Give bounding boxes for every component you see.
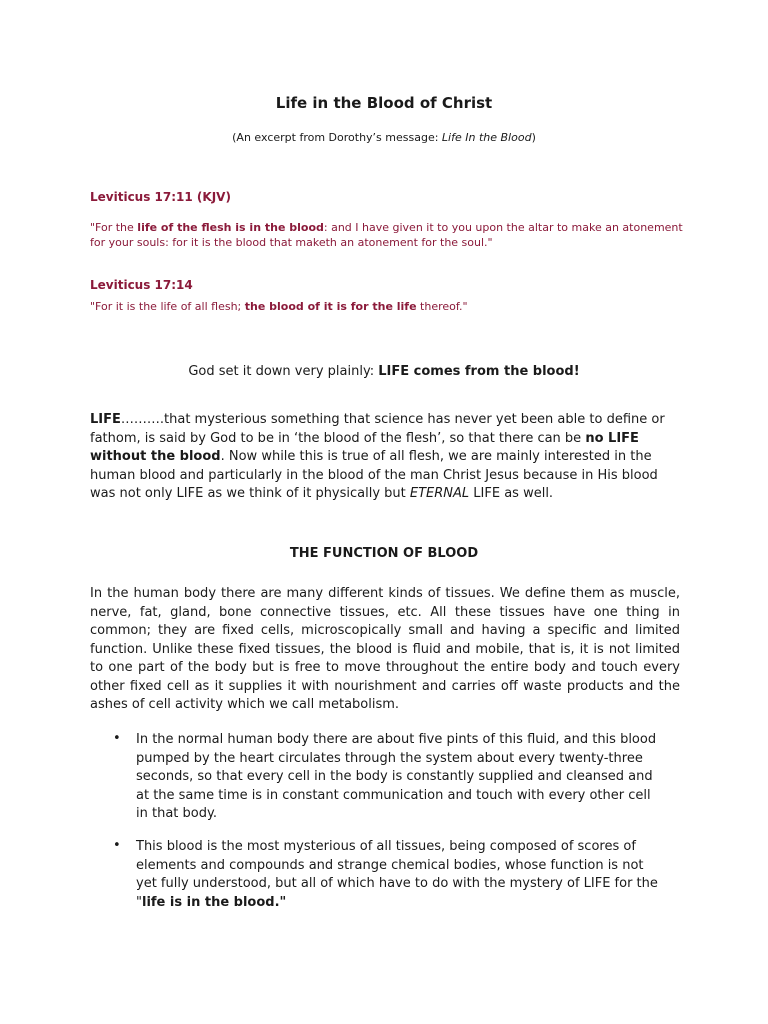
section-heading: THE FUNCTION OF BLOOD: [289, 546, 479, 561]
page-subtitle: [0, 131, 768, 144]
bullet-marker: •: [113, 838, 121, 853]
bullet-2-text: This blood is the most mysterious of all tissues, being composed of scores of elements and compounds and strange chemical bodies, whose function is not yet fully understood, but all of which have to do with the mystery of LIFE for the ": [136, 839, 658, 910]
scripture2-text-2: thereof.": [416, 300, 468, 313]
bullet-item-2: [136, 838, 666, 912]
subtitle-message-title: Life In the Blood: [441, 131, 532, 144]
subtitle-suffix: ): [531, 131, 536, 144]
scripture2-text-1: "For it is the life of all flesh;: [90, 300, 245, 313]
life-para-text-1: ……….that mysterious something that science has never yet been able to define or fathom, is said by God to be in ‘the blood of the flesh’, so that there can be: [90, 412, 665, 446]
subtitle-prefix: (An excerpt from Dorothy’s message:: [232, 131, 442, 144]
bullet-marker: •: [113, 731, 121, 746]
scripture1-text-2: : and I have given it to you upon the altar to make an atonement for your souls: for it is the blood that maketh an atonement for the soul.": [90, 221, 683, 249]
scripture1-bold: life of the flesh is in the blood: [137, 221, 324, 234]
scripture2-bold: the blood of it is for the life: [244, 300, 417, 313]
bullet-2-bold: life is in the blood.": [141, 894, 287, 910]
life-para-bold-2: no LIFE without the blood: [90, 430, 639, 464]
statement-bold: LIFE comes from the blood!: [378, 364, 580, 379]
life-para-text-3: LIFE as well.: [469, 486, 554, 501]
life-para-bold-1: LIFE: [90, 412, 121, 427]
scripture-ref-leviticus-17-14: Leviticus 17:14: [90, 278, 193, 292]
scripture-ref-leviticus-17-11: Leviticus 17:11 (KJV): [90, 190, 231, 204]
statement-prefix: God set it down very plainly:: [188, 364, 379, 379]
scripture-text-leviticus-17-14: [90, 299, 690, 314]
scripture1-text-1: "For the: [90, 221, 138, 234]
page-title: Life in the Blood of Christ: [275, 94, 493, 112]
life-para-italic: ETERNAL: [409, 486, 470, 501]
scripture-text-leviticus-17-11: [90, 220, 690, 250]
life-paragraph: [90, 411, 680, 504]
function-paragraph: In the human body there are many different kinds of tissues. We define them as muscle, nerve, fat, gland, bone connective tissues, etc. All these tissues have one thing in common; they are fixed cells, microscopically small and having a specific and limited function. Unlike these fixed tissues, the blood is fluid and mobile, that is, it is not limited to one part of the body but is free to move throughout the entire body and touch every other fixed cell as it supplies it with nourishment and carries off waste products and the ashes of cell activity which we call metabolism.: [90, 586, 680, 712]
life-para-text-2: . Now while this is true of all flesh, we are mainly interested in the human blood and particularly in the blood of the man Christ Jesus because in His blood was not only LIFE as we think of it physically but: [90, 449, 658, 501]
statement-line: [0, 364, 768, 379]
bullet-item-1: In the normal human body there are about five pints of this fluid, and this blood pumped by the heart circulates through the system about every twenty-three seconds, so that every cell in the body is constantly supplied and cleansed and at the same time is in constant communication and touch with every other cell in that body.: [136, 732, 657, 821]
